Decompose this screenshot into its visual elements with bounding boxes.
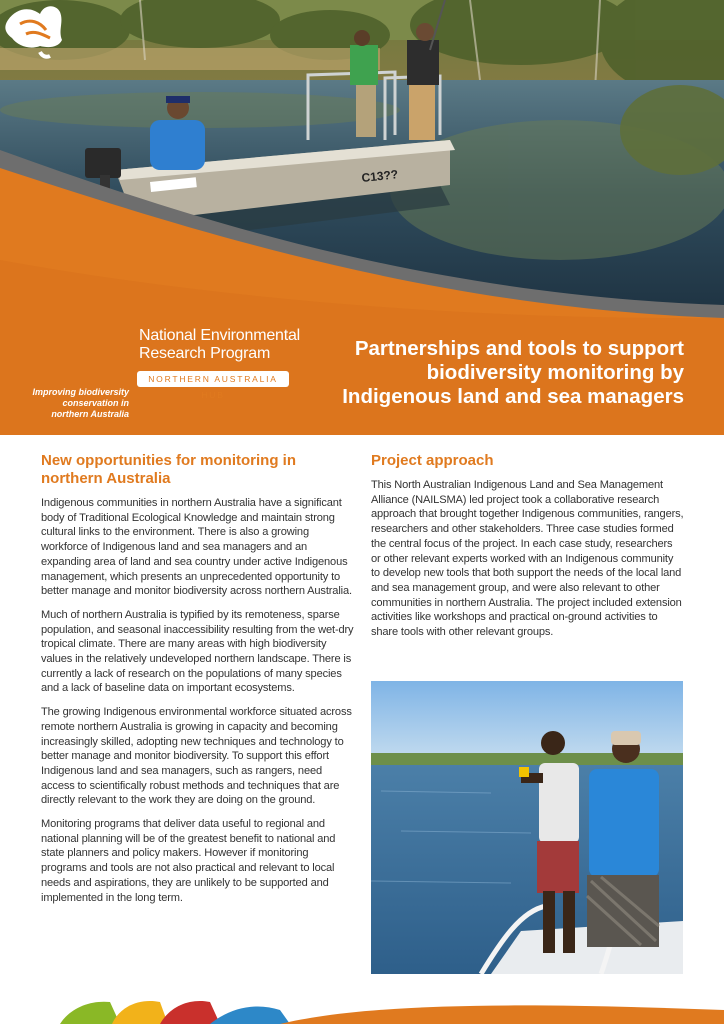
rangers-on-boat-photo — [371, 681, 683, 974]
heading-line-1: New opportunities for monitoring in — [41, 452, 296, 469]
program-name — [139, 327, 309, 363]
boat-registration: C13?? — [360, 167, 399, 185]
footer-color-swoosh — [0, 990, 724, 1024]
section-heading-opportunities — [41, 452, 356, 488]
program-name-line-1: National Environmental — [139, 327, 301, 344]
paragraph: Indigenous communities in northern Australia have a significant body of Traditional Ecological Knowledge and maintain strong cultural links to the environment. There is also a growing workforce of Indigenous land and sea managers and an expanding area of land and sea country under active Indigenous management, which presents an unprecedented opportunity to better manage and monitor biodiversity across northern Australia. — [41, 497, 352, 598]
title-line-3: Indigenous land and sea managers — [342, 385, 684, 408]
left-column — [41, 452, 356, 914]
page-title — [304, 337, 684, 409]
paragraph: The growing Indigenous environmental workforce situated across remote northern Australia is growing in capacity and becoming increasingly skilled, adopting new techniques and technology to better manage and monitor biodiversity. To support this effort Indigenous land and sea managers, such as rangers, need access to scientifically robust methods and techniques that are directly relevant to the work they are doing on the ground. — [41, 706, 352, 807]
paragraph: Much of northern Australia is typified by its remoteness, sparse population, and seasonal inaccessibility resulting from the wet-dry tropical climate. There are many areas with high biodiversity values in the relatively undeveloped northern landscape. There is currently a lack of research on the populations of many species and a lack of baseline data on important ecosystems. — [41, 608, 354, 695]
title-line-2: biodiversity monitoring by — [426, 361, 684, 384]
paragraph: This North Australian Indigenous Land and Sea Management Alliance (NAILSMA) led project took a collaborative research approach that brought together Indigenous communities, rangers, researchers and other stakeholders. Three case studies formed the central focus of the project. In each case study, researchers or other relevant experts worked with an Indigenous community to develop new tools that both support the needs of the local land and sea management group, and were also relevant to other communities in northern Australia. The project included extension activities like workshops and practical on-ground activities to share tools with other relevant groups. — [371, 479, 684, 639]
tagline-line-2: conservation in — [62, 398, 129, 408]
title-line-1: Partnerships and tools to support — [354, 337, 684, 360]
tagline — [14, 387, 129, 420]
australia-map-logo-icon — [0, 0, 230, 110]
paragraph: Monitoring programs that deliver data useful to regional and national planning will be of the greatest benefit to national and state planners and policy makers. However if monitoring programs and tools are not also practical and relevant to local needs and aspirations, they are unlikely to be supported and implemented in the long term. — [41, 818, 336, 904]
heading-line-2: northern Australia — [41, 470, 171, 487]
header-banner — [0, 0, 724, 435]
hub-name-badge: NORTHERN AUSTRALIA HUB — [137, 371, 289, 387]
tagline-line-3: northern Australia — [51, 409, 129, 419]
program-name-line-2: Research Program — [139, 345, 271, 362]
section-heading-project-approach: Project approach — [371, 452, 494, 469]
right-column — [371, 452, 684, 649]
tagline-line-1: Improving biodiversity — [32, 387, 129, 397]
